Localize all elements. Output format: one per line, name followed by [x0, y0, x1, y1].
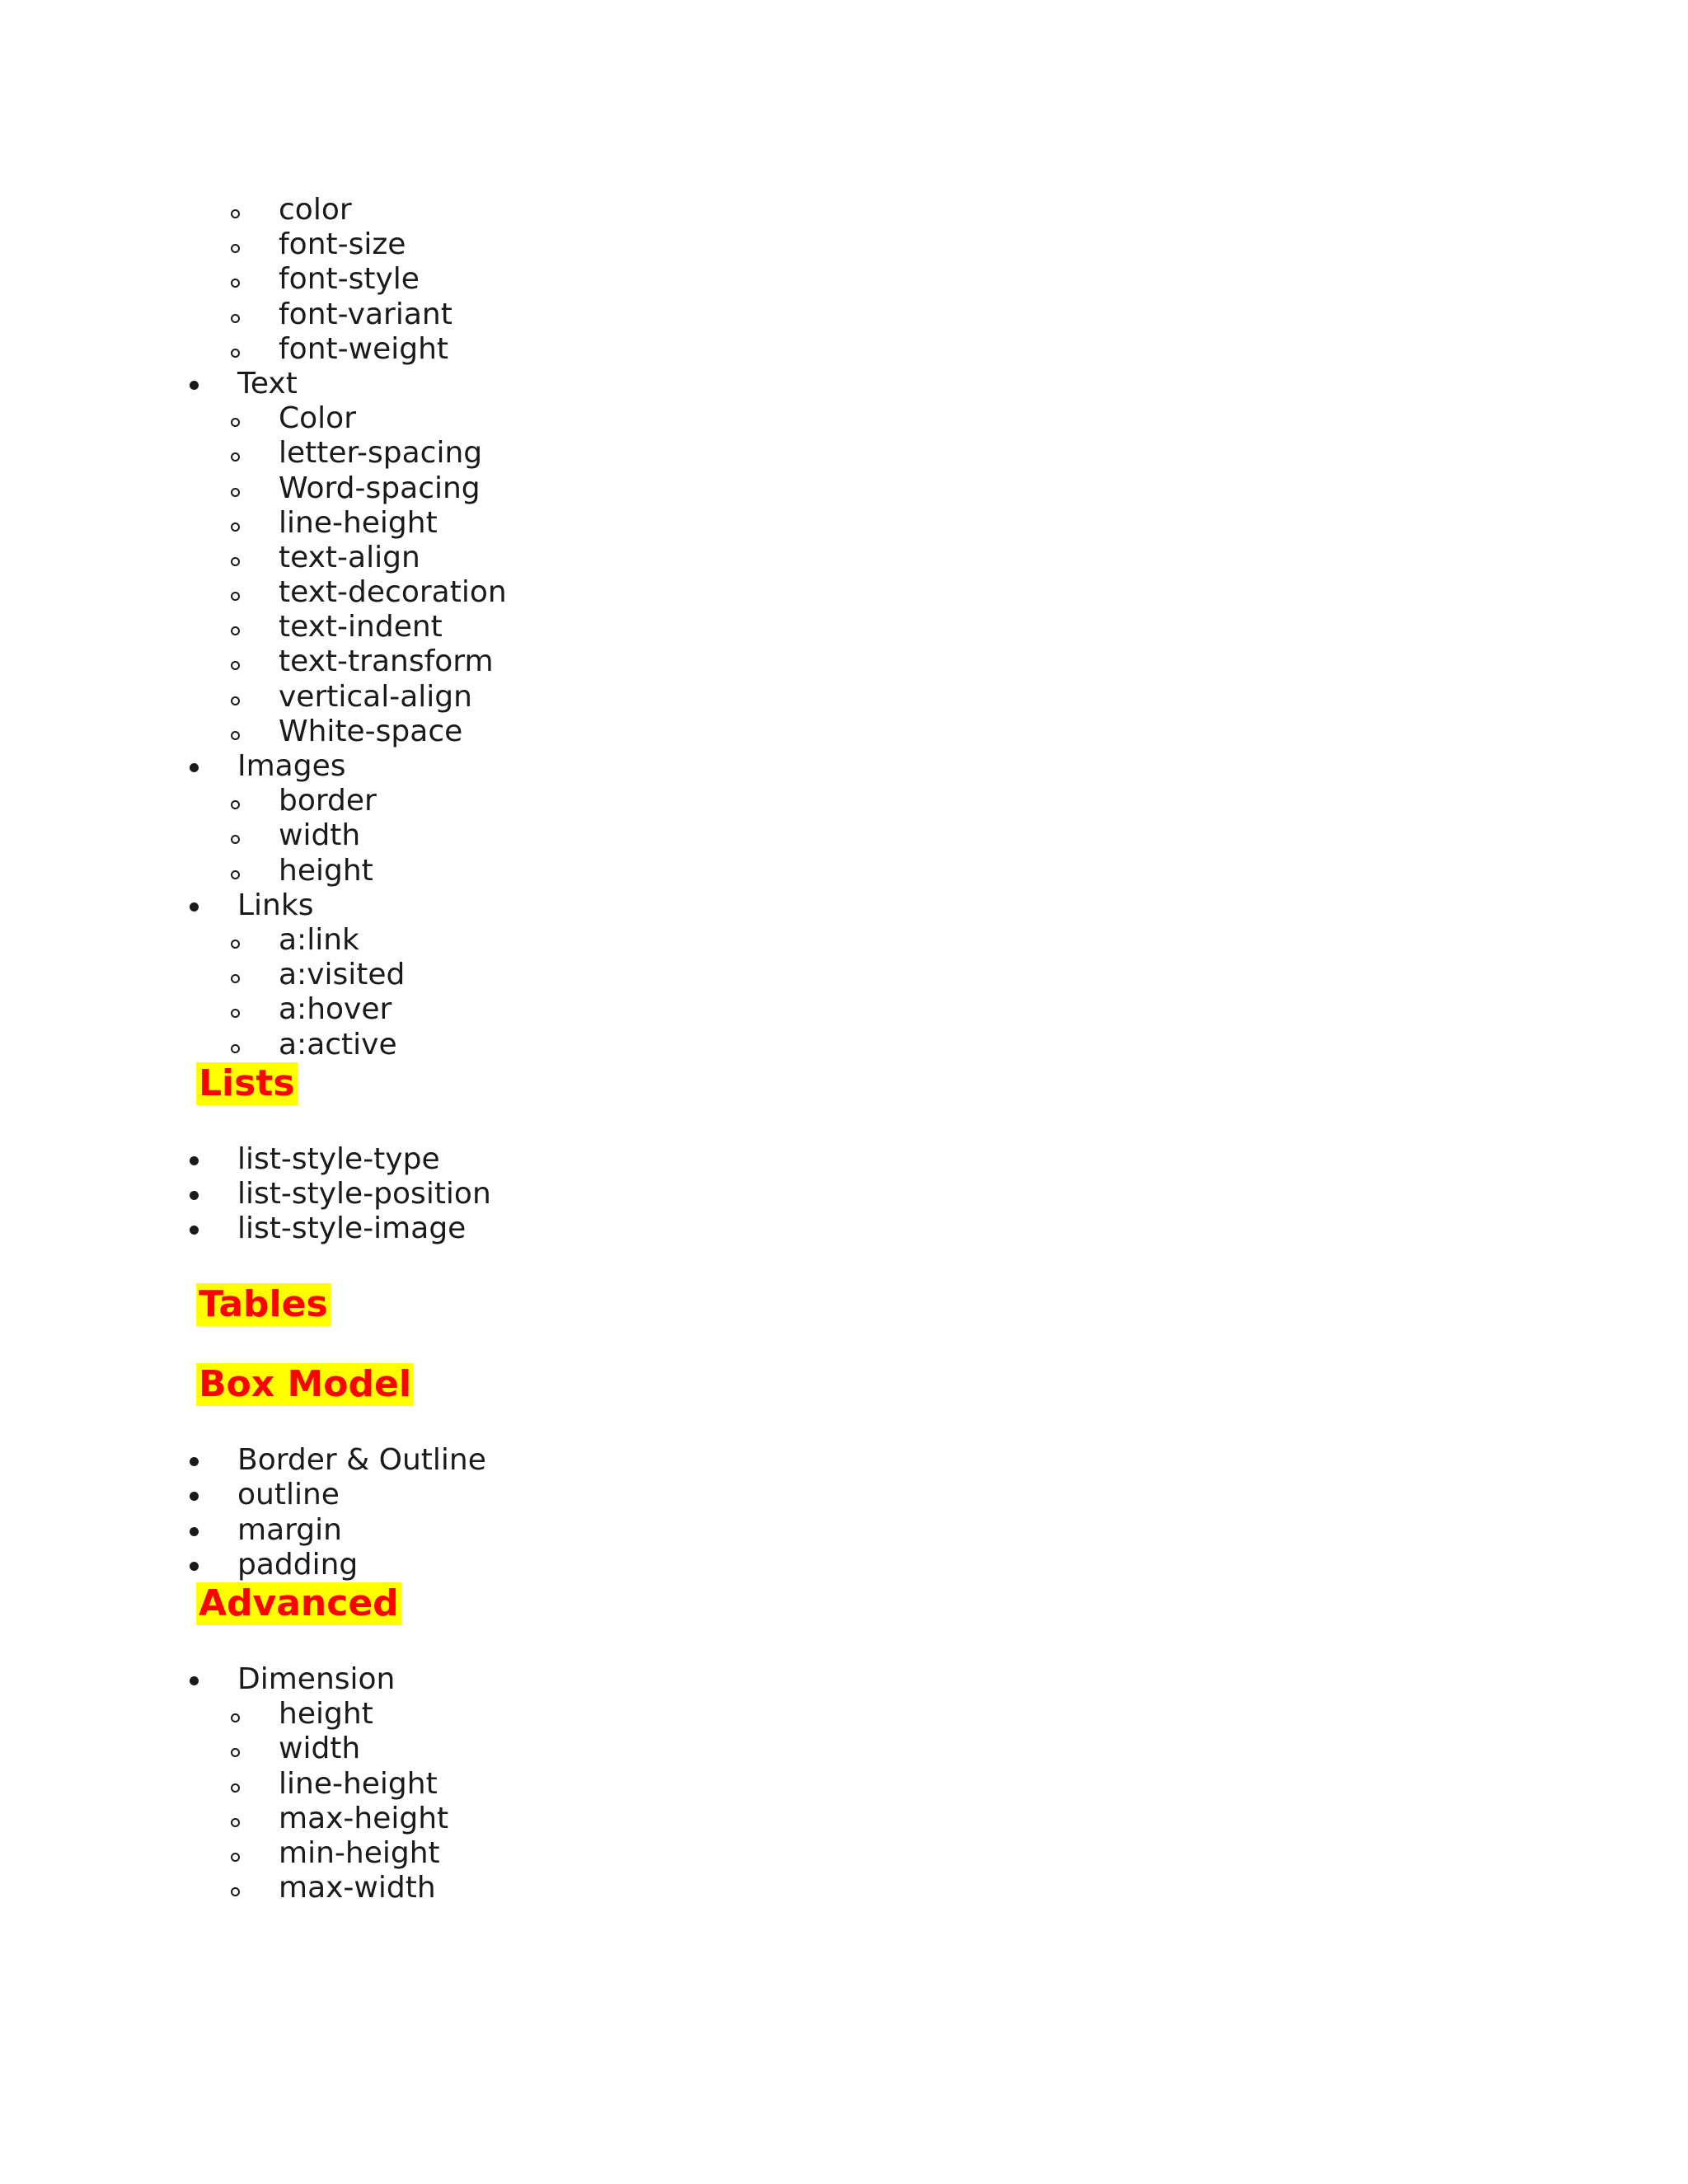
- list-item-text: min-height: [279, 1835, 440, 1870]
- circle-bullet-icon: [231, 1044, 240, 1053]
- list-item-text: a:active: [279, 1027, 397, 1062]
- list-item-text: Color: [279, 401, 356, 436]
- group-label: Text: [237, 366, 298, 401]
- list-item-text: height: [279, 853, 373, 888]
- list-item: [0, 1732, 1688, 1766]
- list-item-images-group: [0, 749, 1688, 784]
- circle-bullet-icon: [231, 1818, 240, 1827]
- circle-bullet-icon: [231, 557, 240, 566]
- links-group: [0, 888, 1688, 1062]
- list-item-text: height: [279, 1697, 373, 1732]
- list-item: [0, 715, 1688, 749]
- list-item: [0, 193, 1688, 227]
- circle-bullet-icon: [231, 523, 240, 532]
- disc-bullet-icon: [190, 1226, 199, 1235]
- list-item-text: text-indent: [279, 610, 443, 644]
- list-item-text: margin: [237, 1512, 342, 1547]
- list-item: [0, 541, 1688, 575]
- list-item: [0, 1478, 1688, 1512]
- list-item: [0, 1802, 1688, 1836]
- list-item-text: padding: [237, 1547, 359, 1582]
- list-item-text: vertical-align: [279, 679, 472, 714]
- circle-bullet-icon: [231, 661, 240, 670]
- section-heading-tables: [196, 1283, 1688, 1326]
- circle-bullet-icon: [231, 1009, 240, 1018]
- circle-bullet-icon: [231, 835, 240, 844]
- list-item-dimension-group: [0, 1662, 1688, 1697]
- list-item: [0, 1028, 1688, 1062]
- list-item-text: width: [279, 1732, 361, 1766]
- group-label: Links: [237, 888, 314, 922]
- list-item: [0, 923, 1688, 958]
- list-item-text: color: [279, 193, 352, 227]
- disc-bullet-icon: [190, 1492, 199, 1501]
- list-item: [0, 818, 1688, 853]
- list-item: [0, 436, 1688, 471]
- disc-bullet-icon: [190, 1676, 199, 1685]
- list-item: [0, 1443, 1688, 1478]
- list-item-text: letter-spacing: [279, 436, 483, 471]
- circle-bullet-icon: [231, 1783, 240, 1793]
- list-item-text: a:link: [279, 922, 359, 957]
- list-item: [0, 854, 1688, 888]
- list-item-text: list-style-image: [237, 1212, 467, 1246]
- list-item-text-group: [0, 367, 1688, 401]
- heading-text: Lists: [196, 1062, 298, 1105]
- font-sublist: [0, 193, 1688, 367]
- circle-bullet-icon: [231, 418, 240, 427]
- circle-bullet-icon: [231, 1887, 240, 1896]
- list-item-text: list-style-type: [237, 1141, 440, 1176]
- list-item: [0, 1871, 1688, 1905]
- section-heading-advanced: [196, 1582, 1688, 1625]
- list-item: [0, 471, 1688, 506]
- list-item: [0, 1697, 1688, 1732]
- list-item: [0, 262, 1688, 297]
- list-item-text: outline: [237, 1478, 340, 1512]
- circle-bullet-icon: [231, 452, 240, 462]
- circle-bullet-icon: [231, 1713, 240, 1722]
- list-item-text: font-size: [279, 227, 406, 262]
- list-item-text: font-variant: [279, 297, 452, 331]
- list-item-text: font-style: [279, 262, 420, 297]
- text-group: [0, 367, 1688, 749]
- disc-bullet-icon: [190, 902, 199, 912]
- list-item-text: font-weight: [279, 331, 448, 366]
- circle-bullet-icon: [231, 626, 240, 635]
- section-heading-lists: [196, 1062, 1688, 1105]
- section-heading-box-model: [196, 1363, 1688, 1406]
- circle-bullet-icon: [231, 696, 240, 705]
- list-item-text: text-align: [279, 540, 420, 574]
- circle-bullet-icon: [231, 279, 240, 288]
- list-item-text: White-space: [279, 714, 463, 748]
- circle-bullet-icon: [231, 800, 240, 809]
- list-item-text: a:visited: [279, 958, 406, 992]
- list-item-text: text-decoration: [279, 575, 507, 610]
- list-item-text: width: [279, 818, 361, 853]
- circle-bullet-icon: [231, 209, 240, 218]
- circle-bullet-icon: [231, 314, 240, 323]
- list-item: [0, 401, 1688, 436]
- circle-bullet-icon: [231, 940, 240, 949]
- circle-bullet-icon: [231, 244, 240, 253]
- list-item: [0, 992, 1688, 1027]
- heading-text: Advanced: [196, 1582, 401, 1625]
- list-item: [0, 1142, 1688, 1177]
- disc-bullet-icon: [190, 1527, 199, 1536]
- list-item-text: line-height: [279, 505, 438, 540]
- list-item-text: line-height: [279, 1766, 438, 1801]
- document-content: [0, 193, 1688, 1905]
- list-item: [0, 610, 1688, 644]
- box-model-list: [0, 1443, 1688, 1582]
- list-item-text: a:hover: [279, 992, 392, 1027]
- circle-bullet-icon: [231, 349, 240, 358]
- list-item-text: border: [279, 784, 377, 818]
- circle-bullet-icon: [231, 592, 240, 601]
- list-item: [0, 784, 1688, 818]
- heading-text: Box Model: [196, 1363, 414, 1406]
- list-item-text: max-height: [279, 1801, 449, 1835]
- list-item-text: Border & Outline: [237, 1443, 486, 1478]
- disc-bullet-icon: [190, 1457, 199, 1466]
- images-group: [0, 749, 1688, 888]
- circle-bullet-icon: [231, 974, 240, 983]
- group-label: Dimension: [237, 1662, 396, 1696]
- list-item: [0, 644, 1688, 679]
- list-item-text: text-transform: [279, 644, 494, 679]
- list-item: [0, 958, 1688, 992]
- circle-bullet-icon: [231, 1748, 240, 1757]
- list-item-text: Word-spacing: [279, 471, 481, 505]
- circle-bullet-icon: [231, 1853, 240, 1862]
- circle-bullet-icon: [231, 870, 240, 879]
- list-item: [0, 1513, 1688, 1548]
- list-item: [0, 332, 1688, 367]
- disc-bullet-icon: [190, 1562, 199, 1571]
- list-item: [0, 227, 1688, 262]
- lists-section-list: [0, 1142, 1688, 1247]
- list-item: [0, 298, 1688, 332]
- heading-text: Tables: [196, 1283, 331, 1326]
- disc-bullet-icon: [190, 763, 199, 772]
- list-item: [0, 1836, 1688, 1871]
- disc-bullet-icon: [190, 1156, 199, 1165]
- disc-bullet-icon: [190, 1191, 199, 1200]
- list-item: [0, 506, 1688, 541]
- list-item: [0, 575, 1688, 610]
- list-item-links-group: [0, 888, 1688, 923]
- list-item: [0, 1177, 1688, 1212]
- list-item: [0, 1548, 1688, 1582]
- list-item-text: list-style-position: [237, 1176, 491, 1211]
- list-item: [0, 680, 1688, 715]
- disc-bullet-icon: [190, 381, 199, 390]
- list-item: [0, 1212, 1688, 1246]
- circle-bullet-icon: [231, 488, 240, 497]
- list-item-text: max-width: [279, 1871, 436, 1905]
- circle-bullet-icon: [231, 731, 240, 740]
- dimension-group: [0, 1662, 1688, 1905]
- group-label: Images: [237, 749, 346, 783]
- list-item: [0, 1767, 1688, 1802]
